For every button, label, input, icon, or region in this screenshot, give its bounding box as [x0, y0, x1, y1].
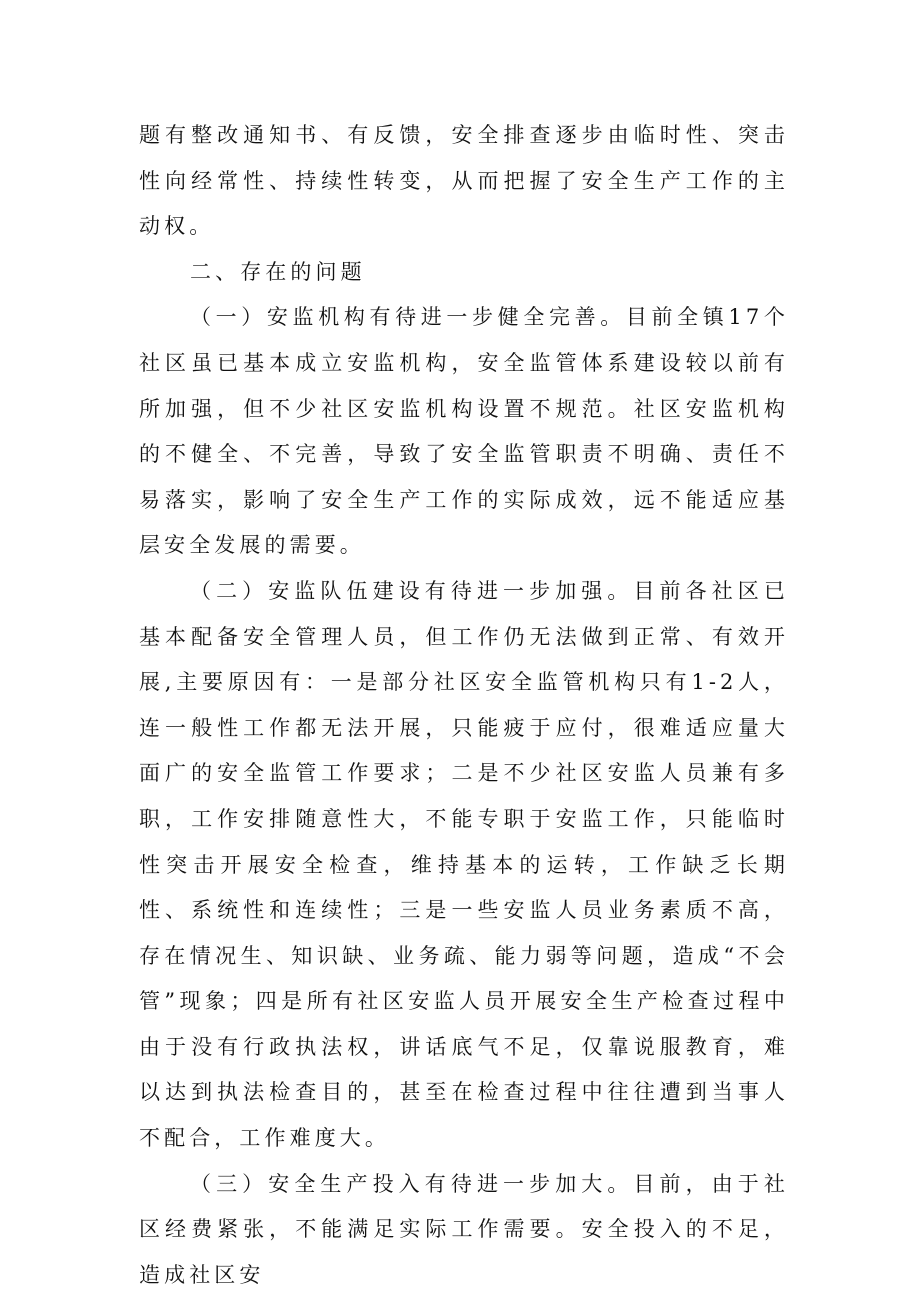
paragraph-item-2: （二）安监队伍建设有待进一步加强。目前各社区已基本配备安全管理人员，但工作仍无法做到正常、有效开展,主要原因有：一是部分社区安全监管机构只有1-2人，连一般性工作都无法开展，只能疲于应付，很难适应量大面广的安全监管工作要求；二是不少社区安监人员兼有多职，工作安排随意性大，不能专职于安监工作，只能临时性突击开展安全检查，维持基本的运转，工作缺乏长期性、系统性和连续性；三是一些安监人员业务素质不高，存在情况生、知识缺、业务疏、能力弱等问题，造成“不会管”现象；四是所有社区安监人员开展安全生产检查过程中由于没有行政执法权，讲话底气不足，仅靠说服教育，难以达到执法检查目的，甚至在检查过程中往往遭到当事人不配合，工作难度大。	[139, 578, 789, 1151]
document-body	[139, 113, 789, 1298]
section-heading: 二、存在的问题	[190, 259, 366, 284]
paragraph-item-1: （一）安监机构有待进一步健全完善。目前全镇17个社区虽已基本成立安监机构，安全监管体系建设较以前有所加强，但不少社区安监机构设置不规范。社区安监机构的不健全、不完善，导致了安全监管职责不明确、责任不易落实，影响了安全生产工作的实际成效，远不能适应基层安全发展的需要。	[139, 305, 789, 558]
paragraph-continuation: 题有整改通知书、有反馈，安全排查逐步由临时性、突击性向经常性、持续性转变，从而把握了安全生产工作的主动权。	[139, 123, 789, 239]
paragraph-item-3: （三）安全生产投入有待进一步加大。目前，由于社区经费紧张，不能满足实际工作需要。安全投入的不足，造成社区安	[139, 1171, 789, 1287]
